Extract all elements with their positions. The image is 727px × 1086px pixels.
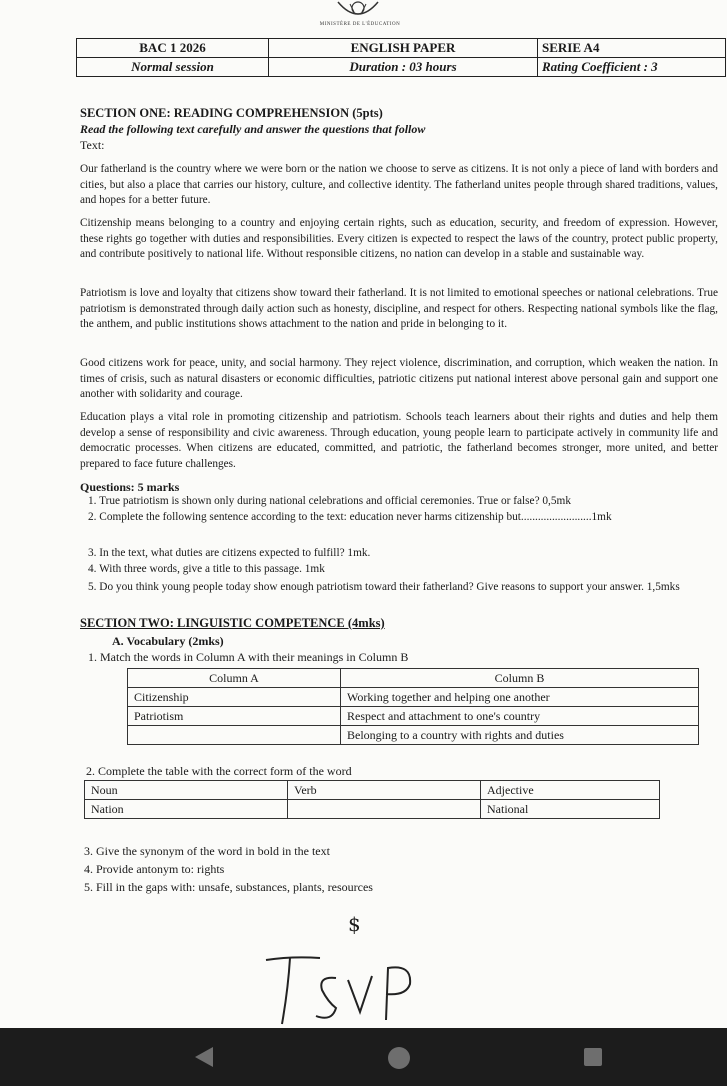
table-row — [128, 726, 699, 745]
paragraph-2: Citizenship means belonging to a country and enjoying certain rights, such as education, security, and freedom of expression. However, these rights go together with duties and responsibilities. Every citizen is expected to respect the laws of the country, protect public property, and contribute positively to national life. Without responsible citizens, no nation can develop in a stable and sustainable way. — [80, 217, 718, 260]
paragraph-1: Our fatherland is the country where we were born or the nation we choose to serve as citizens. It is not only a piece of land with borders and cities, but also a place that carries our history, culture, and collective identity. The fatherland unites people through shared traditions, values, and hopes for a better future. — [80, 163, 718, 206]
column-b-cell: Respect and attachment to one's country — [341, 707, 699, 726]
table-row — [128, 688, 699, 707]
column-a-cell: Patriotism — [128, 707, 341, 726]
column-b-header: Column B — [341, 669, 699, 688]
recent-apps-icon[interactable] — [584, 1048, 602, 1066]
section-one-title: SECTION ONE: READING COMPREHENSION (5pts) — [80, 106, 383, 120]
coefficient-label: Rating Coefficient : 3 — [538, 58, 726, 77]
noun-cell: Nation — [85, 800, 288, 819]
serie-label: SERIE A4 — [538, 39, 726, 58]
ministry-label: MINISTÈRE DE L'ÉDUCATION — [319, 22, 401, 27]
question-1: 1. True patriotism is shown only during national celebrations and official ceremonies. True or false? 0,5mk — [88, 495, 571, 507]
question-fill-gaps: 5. Fill in the gaps with: unsafe, substances, plants, resources — [84, 880, 373, 894]
question-5: 5. Do you think young people today show enough patriotism toward their fatherland? Give reasons to support your answer. 1,5mks — [88, 581, 680, 593]
paragraph-3: Patriotism is love and loyalty that citizens show toward their fatherland. It is not limited to emotional speeches or national celebrations. True patriotism is demonstrated through daily action such as honesty, discipline, and respect for others. Respecting national symbols like the flag, the anthem, and public institutions shows attachment to the nation and pride in belonging to it. — [80, 287, 718, 330]
word-form-table — [84, 780, 660, 819]
home-icon[interactable] — [388, 1047, 410, 1069]
column-b-cell: Working together and helping one another — [341, 688, 699, 707]
question-synonym: 3. Give the synonym of the word in bold in the text — [84, 844, 330, 858]
handwritten-tsvp-text — [0, 0, 1, 1]
match-table — [127, 668, 699, 745]
text-label: Text: — [80, 138, 105, 152]
duration-label: Duration : 03 hours — [269, 58, 538, 77]
android-navigation-bar — [0, 1028, 727, 1086]
back-icon[interactable] — [195, 1047, 213, 1067]
exam-header-table — [76, 38, 726, 77]
question-antonym: 4. Provide antonym to: rights — [84, 862, 225, 876]
column-a-header: Column A — [128, 669, 341, 688]
paper-name: ENGLISH PAPER — [269, 39, 538, 58]
handwritten-tsvp — [262, 950, 422, 1028]
column-b-cell: Belonging to a country with rights and duties — [341, 726, 699, 745]
noun-header: Noun — [85, 781, 288, 800]
question-2: 2. Complete the following sentence according to the text: education never harms citizenship but.........................1mk — [88, 511, 612, 523]
adjective-header: Adjective — [481, 781, 660, 800]
table-row — [85, 800, 660, 819]
exam-name: BAC 1 2026 — [77, 39, 269, 58]
handwritten-mark: $ — [348, 912, 361, 936]
vocabulary-title: A. Vocabulary (2mks) — [112, 634, 224, 648]
match-instruction: 1. Match the words in Column A with their meanings in Column B — [88, 650, 409, 664]
form-instruction: 2. Complete the table with the correct form of the word — [86, 764, 352, 778]
session-label: Normal session — [77, 58, 269, 77]
adjective-cell: National — [481, 800, 660, 819]
section-two-title: SECTION TWO: LINGUISTIC COMPETENCE (4mks) — [80, 616, 385, 630]
table-row — [128, 707, 699, 726]
verb-header: Verb — [288, 781, 481, 800]
verb-cell — [288, 800, 481, 819]
reading-instruction: Read the following text carefully and answer the questions that follow — [80, 122, 426, 136]
paragraph-4: Good citizens work for peace, unity, and social harmony. They reject violence, discrimination, and corruption, which weaken the nation. In times of crisis, such as natural disasters or economic difficulties, patriotic citizens put national interest above personal gain and support one another with solidarity and courage. — [80, 357, 718, 400]
paragraph-5: Education plays a vital role in promoting citizenship and patriotism. Schools teach learners about their rights and duties and help them develop a sense of responsibility and civic awareness. Through education, young people learn to participate actively in community life and democratic processes. When citizens are educated, committed, and patriotic, the fatherland becomes stronger, more united, and better prepared to face future challenges. — [80, 411, 718, 470]
emblem-icon — [330, 0, 386, 22]
column-a-cell: Citizenship — [128, 688, 341, 707]
questions-title: Questions: 5 marks — [80, 480, 180, 494]
question-3: 3. In the text, what duties are citizens expected to fulfill? 1mk. — [88, 547, 371, 559]
question-4: 4. With three words, give a title to this passage. 1mk — [88, 563, 325, 575]
column-a-cell — [128, 726, 341, 745]
